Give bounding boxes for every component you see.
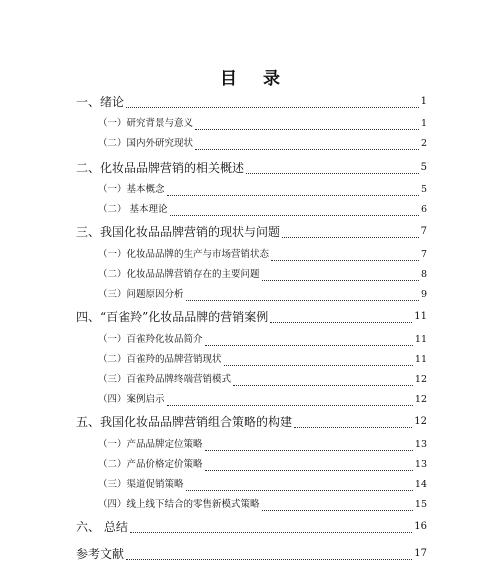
toc-entry-label: （二）百雀羚的品牌营销现状 bbox=[98, 354, 222, 365]
dot-leader bbox=[233, 384, 413, 386]
dot-leader bbox=[224, 364, 413, 366]
toc-entry-page: 9 bbox=[420, 289, 427, 300]
toc-entry[interactable] bbox=[76, 370, 427, 388]
dot-leader bbox=[167, 194, 419, 196]
toc-entry-label: （三）问题原因分析 bbox=[98, 289, 184, 300]
toc-entry[interactable] bbox=[76, 330, 427, 348]
toc-entry-label: （一）研究背景与意义 bbox=[98, 118, 194, 129]
toc-entry[interactable] bbox=[76, 265, 427, 283]
dot-leader bbox=[262, 279, 419, 281]
dot-leader bbox=[195, 148, 419, 150]
toc-entry[interactable] bbox=[76, 92, 427, 110]
toc-entry-label: 一、绪论 bbox=[76, 95, 125, 109]
toc-entry-page: 12 bbox=[414, 374, 427, 385]
toc-entry-page: 16 bbox=[414, 521, 427, 532]
dot-leader bbox=[246, 172, 419, 174]
toc-entry-label: （一）百雀羚化妆品简介 bbox=[98, 334, 203, 345]
toc-entry-label: 五、我国化妆品品牌营销组合策略的构建 bbox=[76, 415, 293, 429]
toc-entry-page: 5 bbox=[420, 162, 427, 173]
toc-entry-label: 六、 总结 bbox=[76, 520, 128, 534]
toc-entry[interactable] bbox=[76, 200, 427, 218]
dot-leader bbox=[271, 259, 419, 261]
toc-entry[interactable] bbox=[76, 475, 427, 493]
toc-entry-page: 15 bbox=[414, 499, 427, 510]
toc-entry-label: （二）产品价格定价策略 bbox=[98, 459, 203, 470]
toc-entry[interactable] bbox=[76, 390, 427, 408]
toc-entry-label: （一）产品品牌定位策略 bbox=[98, 439, 203, 450]
toc-entry[interactable] bbox=[76, 180, 427, 198]
toc-entry-page: 17 bbox=[414, 548, 427, 559]
dot-leader bbox=[186, 299, 419, 301]
toc-entry[interactable] bbox=[76, 158, 427, 176]
toc-entry[interactable] bbox=[76, 222, 427, 240]
toc-entry[interactable] bbox=[76, 435, 427, 453]
dot-leader bbox=[282, 236, 419, 238]
toc-entry[interactable] bbox=[76, 134, 427, 152]
toc-entry[interactable] bbox=[76, 495, 427, 513]
dot-leader bbox=[205, 469, 413, 471]
dot-leader bbox=[195, 128, 419, 130]
toc-entry-page: 1 bbox=[420, 118, 427, 129]
toc-entry-label: （四）案例启示 bbox=[98, 394, 165, 405]
toc-entry[interactable] bbox=[76, 517, 427, 535]
dot-leader bbox=[167, 404, 413, 406]
toc-entry-page: 13 bbox=[414, 459, 427, 470]
toc-entry-page: 12 bbox=[414, 394, 427, 405]
toc-entry-page: 1 bbox=[420, 96, 427, 107]
toc-entry-page: 8 bbox=[420, 269, 427, 280]
toc-entry-page: 14 bbox=[414, 479, 427, 490]
toc-entry-page: 11 bbox=[414, 311, 427, 322]
toc-entry-label: （四）线上线下结合的零售新模式策略 bbox=[98, 499, 260, 510]
dot-leader bbox=[294, 426, 412, 428]
toc-entry-label: （一）基本概念 bbox=[98, 184, 165, 195]
toc-entry-page: 11 bbox=[414, 334, 427, 345]
toc-entry-page: 7 bbox=[420, 226, 427, 237]
dot-leader bbox=[205, 344, 413, 346]
toc-entry-label: （二）化妆品品牌营销存在的主要问题 bbox=[98, 269, 260, 280]
toc-entry-label: 三、我国化妆品品牌营销的现状与问题 bbox=[76, 225, 281, 239]
dot-leader bbox=[126, 106, 419, 108]
toc-entry-page: 7 bbox=[420, 249, 427, 260]
dot-leader bbox=[130, 531, 412, 533]
dot-leader bbox=[170, 214, 419, 216]
dot-leader bbox=[270, 321, 412, 323]
toc-entry-label: （三）百雀羚品牌终端营销模式 bbox=[98, 374, 232, 385]
dot-leader bbox=[205, 449, 413, 451]
toc-entry-page: 5 bbox=[420, 184, 427, 195]
toc-title: 目 录 bbox=[220, 69, 290, 89]
toc-entry[interactable] bbox=[76, 412, 427, 430]
toc-entry[interactable] bbox=[76, 307, 427, 325]
toc-entry[interactable] bbox=[76, 455, 427, 473]
toc-entry-label: （二） 基本理论 bbox=[98, 204, 168, 215]
toc-entry-label: （二）国内外研究现状 bbox=[98, 138, 194, 149]
toc-entry-label: 二、化妆品品牌营销的相关概述 bbox=[76, 161, 245, 175]
toc-entry-label: 四、“百雀羚”化妆品品牌的营销案例 bbox=[76, 310, 269, 324]
toc-entry-page: 6 bbox=[420, 204, 427, 215]
toc-entry[interactable] bbox=[76, 350, 427, 368]
toc-entry-page: 12 bbox=[414, 416, 427, 427]
dot-leader bbox=[186, 489, 413, 491]
toc-entry[interactable] bbox=[76, 245, 427, 263]
toc-entry[interactable] bbox=[76, 285, 427, 303]
dot-leader bbox=[126, 558, 412, 560]
toc-entry-page: 11 bbox=[414, 354, 427, 365]
toc-entry-page: 2 bbox=[420, 138, 427, 149]
toc-entry-label: （一）化妆品品牌的生产与市场营销状态 bbox=[98, 249, 270, 260]
dot-leader bbox=[262, 509, 413, 511]
toc-entry-page: 13 bbox=[414, 439, 427, 450]
toc-entry[interactable] bbox=[76, 544, 427, 562]
toc-entry-label: 参考文献 bbox=[76, 547, 125, 561]
toc-entry-label: （三）渠道促销策略 bbox=[98, 479, 184, 490]
toc-entry[interactable] bbox=[76, 114, 427, 132]
